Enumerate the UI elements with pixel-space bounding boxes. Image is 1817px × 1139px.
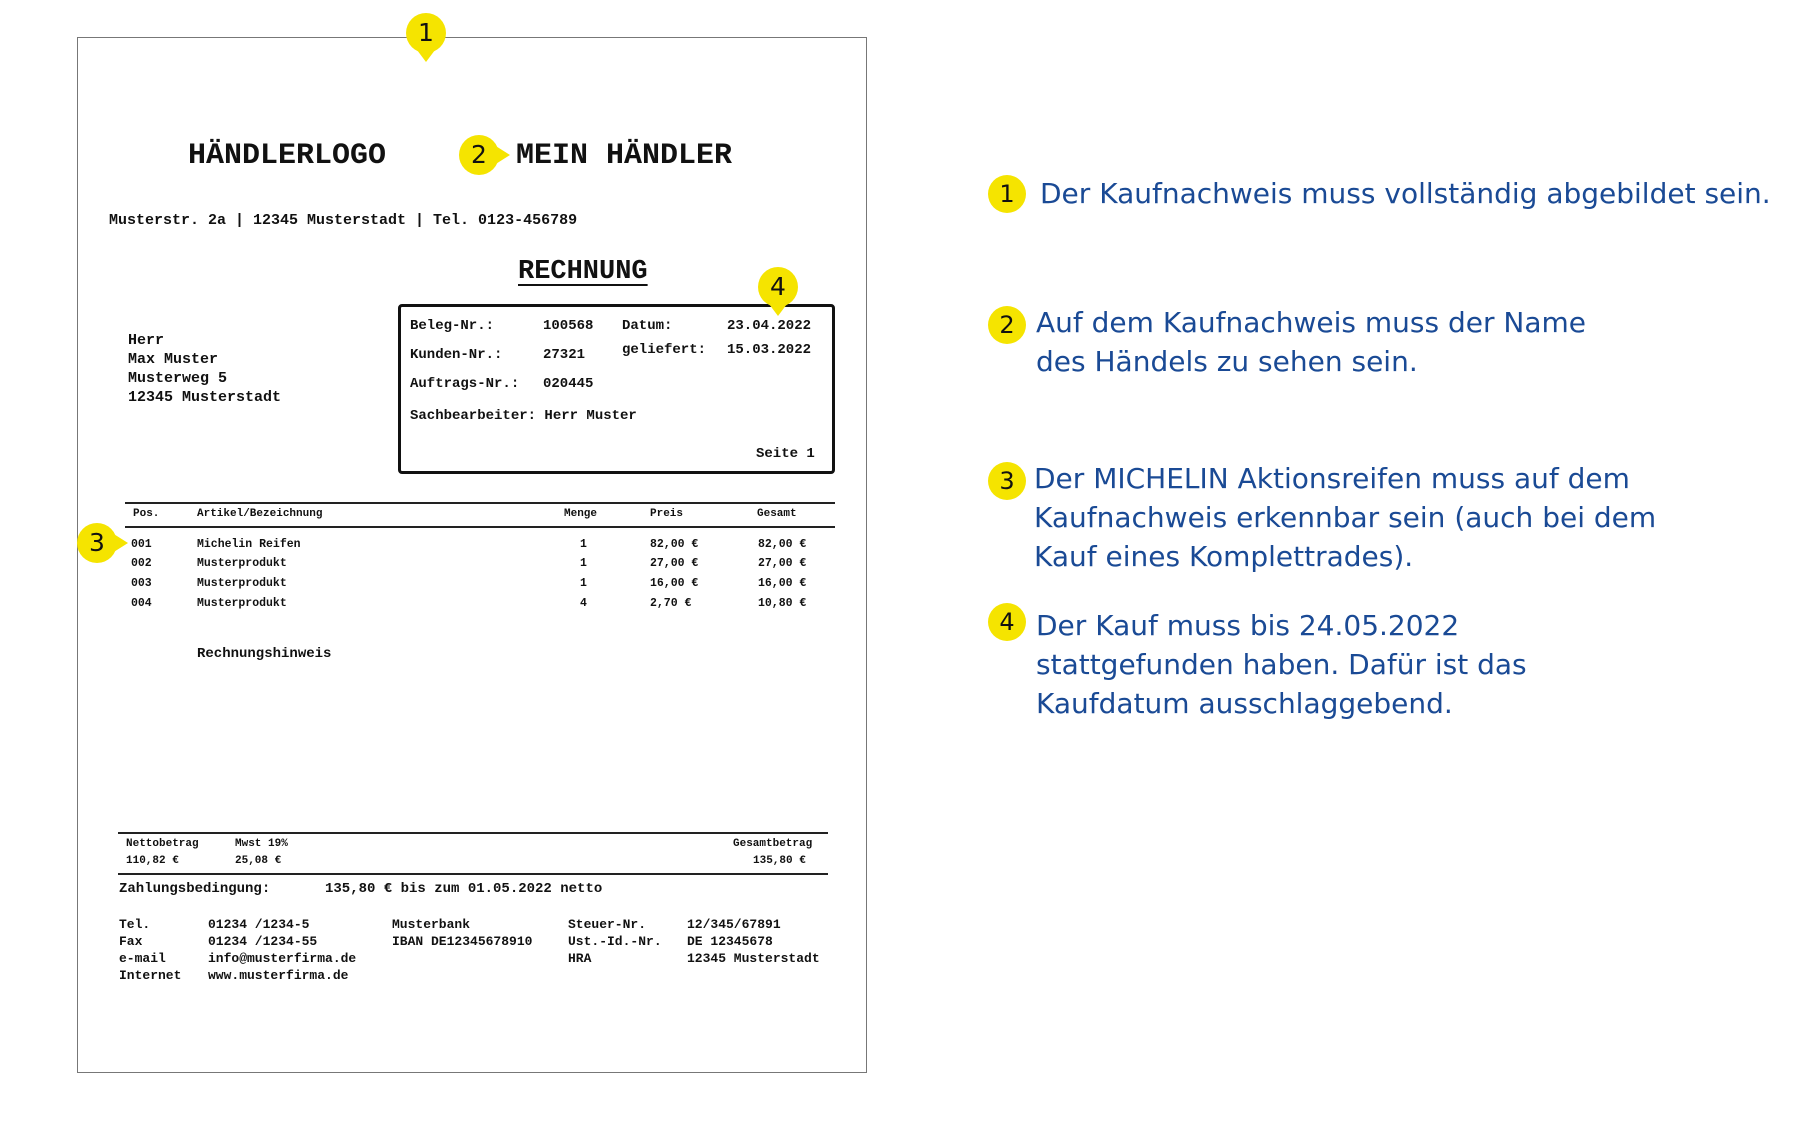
mwst-value: 25,08 € [235,855,282,867]
footer-text: 01234 /1234-5 [208,917,310,932]
row-artikel: Michelin Reifen [197,538,301,551]
footer-text: www.musterfirma.de [208,968,349,983]
row-pos: 001 [131,538,152,551]
note-3-line-1: Der MICHELIN Aktionsreifen muss auf dem [1034,462,1630,495]
footer-text: 12/345/67891 [687,917,781,932]
note-2-line-2: des Händels zu sehen sein. [1036,345,1418,378]
totals-top-rule [118,832,828,834]
row-preis: 2,70 € [650,597,692,610]
footer-text: Fax [119,934,143,949]
recipient-line-3: Musterweg 5 [128,370,228,387]
marker-1-pin [405,12,447,64]
col-header-menge: Menge [564,508,598,520]
payment-terms-label: Zahlungsbedingung: [119,881,271,897]
marker-1-number: 1 [418,18,434,47]
row-artikel: Musterprodukt [197,597,287,610]
row-gesamt: 82,00 € [758,538,807,551]
merchant-logo-text: HÄNDLERLOGO [188,139,387,173]
row-menge: 4 [580,597,587,610]
note-1-line-1: Der Kaufnachweis muss vollständig abgebildet sein. [1040,177,1771,210]
note-2-line-1: Auf dem Kaufnachweis muss der Name [1036,306,1587,339]
recipient-line-1: Herr [128,332,165,349]
recipient-line-4: 12345 Musterstadt [128,389,282,406]
payment-terms-text: 135,80 € bis zum 01.05.2022 netto [325,881,603,897]
totals-bottom-rule [118,873,828,875]
beleg-value: 100568 [543,318,594,334]
footer-text: Steuer-Nr. [568,917,647,932]
page-number: Seite 1 [756,446,815,462]
row-gesamt: 16,00 € [758,577,807,590]
datum-label: Datum: [622,318,673,334]
marker-2-number: 2 [471,140,487,169]
kunden-value: 27321 [543,347,586,363]
datum-value: 23.04.2022 [727,318,812,334]
invoice-info-box [398,304,835,474]
table-top-rule [125,502,835,504]
marker-4-number: 4 [770,272,786,301]
table-header-rule [125,526,835,528]
row-menge: 1 [580,577,587,590]
row-preis: 27,00 € [650,557,699,570]
sachbearbeiter: Sachbearbeiter: Herr Muster [410,408,637,424]
marker-3-pin [76,522,130,564]
netto-label: Nettobetrag [126,838,199,850]
kunden-label: Kunden-Nr.: [410,347,503,363]
row-menge: 1 [580,538,587,551]
note-3-line-2: Kaufnachweis erkennbar sein (auch bei dem [1034,501,1657,534]
row-preis: 82,00 € [650,538,699,551]
row-artikel: Musterprodukt [197,577,287,590]
footer-text: Musterbank [392,917,471,932]
mwst-label: Mwst 19% [235,838,288,850]
col-header-pos: Pos. [133,508,160,520]
beleg-label: Beleg-Nr.: [410,318,495,334]
footer-text: IBAN DE12345678910 [392,934,533,949]
footer-text: 01234 /1234-55 [208,934,318,949]
auftrag-value: 020445 [543,376,594,392]
marker-3-number: 3 [89,528,105,557]
auftrag-label: Auftrags-Nr.: [410,376,520,392]
geliefert-label: geliefert: [622,342,707,358]
col-header-gesamt: Gesamt [757,508,797,520]
footer-text: Internet [119,968,182,983]
note-4-line-3: Kaufdatum ausschlaggebend. [1036,687,1453,720]
col-header-preis: Preis [650,508,684,520]
row-menge: 1 [580,557,587,570]
geliefert-value: 15.03.2022 [727,342,812,358]
note-4-line-1: Der Kauf muss bis 24.05.2022 [1036,609,1460,642]
row-pos: 002 [131,557,152,570]
note-3-line-3: Kauf eines Komplettrades). [1034,540,1414,573]
footer-text: DE 12345678 [687,934,773,949]
merchant-name: MEIN HÄNDLER [516,139,733,173]
marker-4-pin [757,266,799,318]
footer-text: HRA [568,951,592,966]
row-preis: 16,00 € [650,577,699,590]
row-pos: 004 [131,597,152,610]
note-3-badge: 3 [988,462,1026,500]
footer-text: Tel. [119,917,151,932]
document-title: RECHNUNG [518,257,648,287]
footer-text: e-mail [119,951,166,966]
gesamt-value: 135,80 € [753,855,806,867]
invoice-note: Rechnungshinweis [197,646,332,662]
marker-2-pin [458,134,512,176]
row-gesamt: 27,00 € [758,557,807,570]
note-2-badge: 2 [988,306,1026,344]
col-header-artikel: Artikel/Bezeichnung [197,508,323,520]
row-artikel: Musterprodukt [197,557,287,570]
netto-value: 110,82 € [126,855,179,867]
note-4-line-2: stattgefunden haben. Dafür ist das [1036,648,1527,681]
merchant-address: Musterstr. 2a | 12345 Musterstadt | Tel. 0123-456789 [109,212,578,229]
note-1-badge: 1 [988,175,1026,213]
footer-text: info@musterfirma.de [208,951,357,966]
row-pos: 003 [131,577,152,590]
row-gesamt: 10,80 € [758,597,807,610]
invoice-document [77,37,867,1073]
gesamt-label: Gesamtbetrag [733,838,813,850]
note-4-badge: 4 [988,603,1026,641]
footer-text: 12345 Musterstadt [687,951,820,966]
recipient-line-2: Max Muster [128,351,219,368]
footer-text: Ust.-Id.-Nr. [568,934,662,949]
